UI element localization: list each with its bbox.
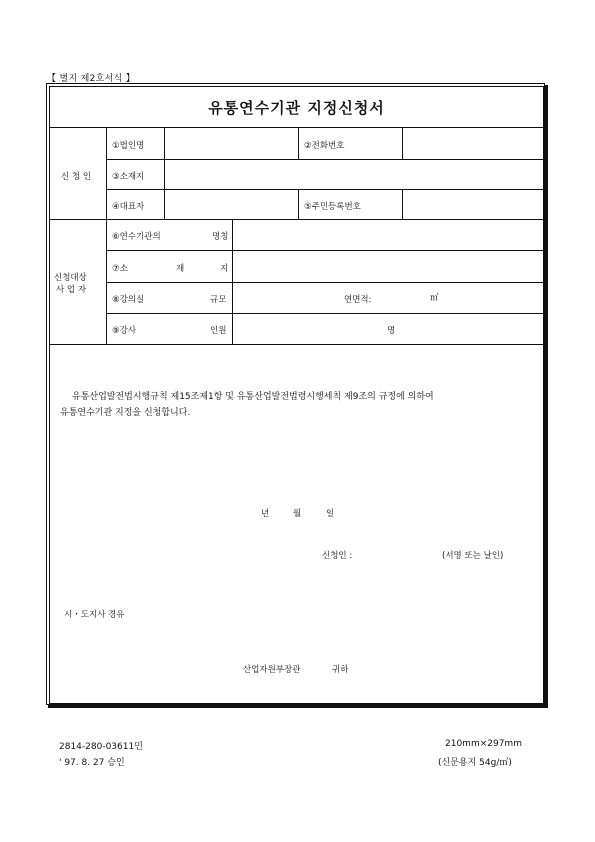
- lecture-label-b: 규모: [210, 295, 227, 305]
- statement-line-1: 유통산업발전법시행규칙 제15조제1항 및 유통산업발전법령시행세칙 제9조의 규정에 의하여: [72, 392, 434, 402]
- lecture-label-a: ⑧강의실: [112, 295, 145, 305]
- form-number: 2814-280-03611민: [59, 742, 143, 752]
- annex-label: 【 별지 제2호서식 】: [47, 74, 136, 84]
- col-divider-resident-value: [402, 189, 403, 219]
- instructor-label-b: 인원: [210, 326, 227, 336]
- statement-line-2: 유통연수기관 지정을 신청합니다.: [60, 408, 191, 418]
- col-divider-address: [164, 159, 165, 189]
- date-day-label: 일: [326, 509, 335, 519]
- date-year-label: 년: [261, 509, 270, 519]
- row-divider-4: [106, 282, 547, 283]
- col-divider-phone-value: [402, 127, 403, 159]
- section-divider-1: [50, 219, 547, 220]
- person-unit: 명: [387, 326, 396, 336]
- row-divider-5: [106, 313, 547, 314]
- row-divider-2: [106, 189, 547, 190]
- inst-name-label-b: 명칭: [212, 232, 229, 242]
- honorific: 귀하: [332, 665, 349, 675]
- phone-label: ②전화번호: [304, 141, 345, 151]
- area-label: 연면적:: [344, 295, 372, 305]
- col-divider-target: [232, 219, 233, 344]
- area-unit: ㎡: [430, 293, 439, 303]
- instructor-label-a: ⑨강사: [112, 326, 137, 336]
- target-section-label-1: 신청대상: [54, 273, 87, 283]
- title-row: [50, 87, 543, 128]
- col-divider-rep: [164, 189, 165, 219]
- via-label: 시・도지사 경유: [64, 610, 125, 620]
- location-label-a: ⑦소: [112, 264, 128, 274]
- addressee: 산업자원부장관: [243, 665, 301, 675]
- col-divider-resident-label: [298, 189, 299, 219]
- applicant-sign-label: 신청인 :: [322, 551, 353, 561]
- inst-name-label-a: ⑥연수기관의: [112, 232, 161, 242]
- location-label-b: 재: [176, 264, 185, 274]
- rep-label: ④대표자: [112, 202, 145, 212]
- form-frame: [46, 83, 545, 705]
- form-title: 유통연수기관 지정신청서: [208, 98, 385, 117]
- address-label: ③소재지: [112, 172, 145, 182]
- row-divider-1: [106, 159, 547, 160]
- sign-note: (서명 또는 날인): [442, 551, 504, 561]
- col-divider-name: [164, 127, 165, 159]
- target-section-label-2: 사 업 자: [56, 285, 87, 295]
- resident-no-label: ⑤주민등록번호: [304, 202, 361, 212]
- col-divider-phone-label: [298, 127, 299, 159]
- paper-type: (신문용지 54g/㎡): [438, 758, 512, 768]
- section-divider-2: [50, 344, 547, 345]
- location-label-c: 지: [220, 264, 229, 274]
- corp-name-label: ①법인명: [112, 141, 145, 151]
- approval-date: ' 97. 8. 27 승인: [59, 758, 125, 768]
- form-inner: [49, 86, 544, 704]
- col-divider-left: [106, 127, 107, 344]
- date-month-label: 월: [293, 509, 302, 519]
- applicant-section-label: 신 청 인: [61, 172, 92, 182]
- paper-size: 210mm×297mm: [445, 739, 522, 749]
- row-divider-3: [106, 250, 547, 251]
